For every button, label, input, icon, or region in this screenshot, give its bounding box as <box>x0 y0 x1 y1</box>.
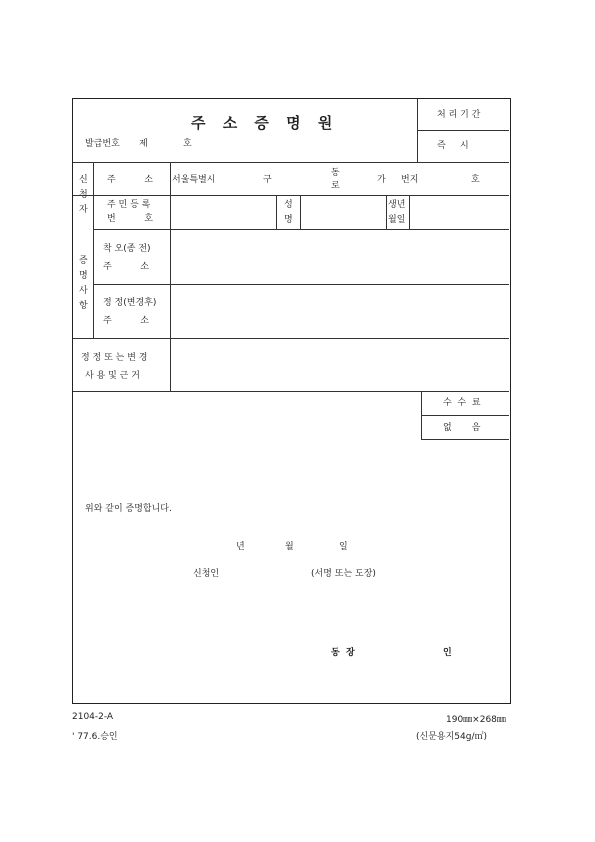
certification-section-label: 증 명 사 항 <box>79 256 88 311</box>
official-seal-mark: 인 <box>443 648 452 658</box>
issue-number-ho: 호 <box>183 139 192 149</box>
address-bunji: 번지 <box>401 175 419 185</box>
address-ho: 호 <box>471 175 480 185</box>
processing-period-label: 처 리 기 간 <box>437 110 481 120</box>
resident-number-label-1: 주 민 등 록 <box>107 200 151 210</box>
paper-size: 190㎜×268㎜ <box>446 715 506 725</box>
address-label: 주 소 <box>107 175 153 185</box>
form-code: 2104-2-A <box>72 712 114 722</box>
fee-value: 없 음 <box>443 423 481 433</box>
resident-number-label-2: 번 호 <box>107 214 153 224</box>
address-city: 서울특별시 <box>172 175 216 185</box>
paper-type: (신문용지54g/㎡) <box>416 732 487 742</box>
form-title: 주 소 증 명 원 <box>191 114 339 132</box>
after-address-label-2: 주 소 <box>103 316 149 326</box>
date-year: 년 <box>236 542 245 552</box>
applicant-sign-label: 신청인 <box>193 569 220 579</box>
birth-label: 생년 월일 <box>388 200 406 225</box>
issue-number-label: 발급번호 <box>85 139 120 149</box>
applicant-section-label: 신 청 자 <box>79 175 88 215</box>
approval-note: ' 77.6.승인 <box>72 732 118 742</box>
address-ga: 가 <box>377 175 386 185</box>
before-address-label-2: 주 소 <box>103 262 149 272</box>
date-day: 일 <box>339 542 348 552</box>
after-address-label-1: 정 정(변경후) <box>103 298 157 308</box>
processing-period-value: 즉 시 <box>437 141 469 151</box>
signature-note: (서명 또는 도장) <box>311 569 376 579</box>
address-gu: 구 <box>263 175 272 185</box>
basis-label-1: 정 정 또 는 변 경 <box>81 353 148 363</box>
certification-statement: 위와 같이 증명합니다. <box>85 504 172 514</box>
basis-label-2: 사 용 및 근 거 <box>85 371 140 381</box>
address-certificate-form <box>72 98 511 704</box>
dong-official: 동 장 <box>331 648 355 658</box>
fee-label: 수 수 료 <box>443 398 481 408</box>
date-month: 월 <box>285 542 294 552</box>
address-ro: 로 <box>331 181 340 191</box>
address-dong: 동 <box>331 168 340 178</box>
name-label: 성 명 <box>284 200 293 225</box>
issue-number-je: 제 <box>139 139 148 149</box>
before-address-label-1: 착 오(종 전) <box>103 244 151 254</box>
